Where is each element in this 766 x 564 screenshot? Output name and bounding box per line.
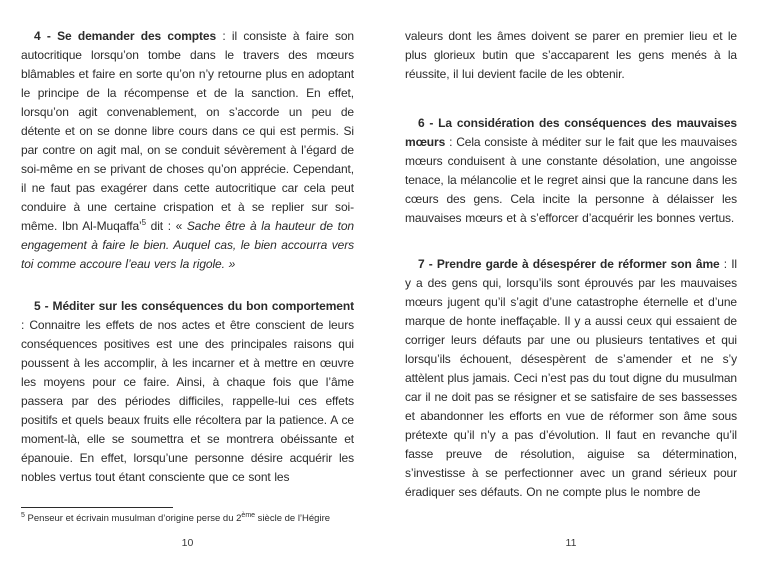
paragraph-6-body: : Cela consiste à méditer sur le fait que les mauvaises mœurs conduisent à une constante désolation, une angoisse tenace, la mélancolie et le regret ainsi que la rancune dans les cœurs des gens. Cela incite la personne à délaisser les mauvaises mœurs et à s’efforcer d’acquérir les bonnes vertus. xyxy=(405,135,737,225)
paragraph-7-body: : Il y a des gens qui, lorsqu’ils sont éprouvés par les mauvaises mœurs jugent qu’il s’agit d’une catastrophe éternelle et d’une marque de honte ineffaçable. Il y a aussi ceux qui essaient de corriger leurs défauts par une ou plusieurs tentatives et qui lorsqu’ils échouent, désespèrent de s’amender et ne s’y attèlent plus jamais. Ceci n’est pas du tout digne du musulman car il ne doit pas se résigner et se satisfaire de ses bassesses et abandonner les efforts en vue de réformer son âme sous prétexte qu’il n’y a pas d’évolution. Il faut en revanche qu’il fasse preuve de résolution, aiguise sa détermination, s’investisse à se perfectionner avec un grand sérieux pour éradiquer ses défauts. On ne compte plus le nombre de xyxy=(405,257,737,499)
paragraph-5-heading: 5 - Méditer sur les conséquences du bon comportement xyxy=(34,299,354,313)
page-right-footer xyxy=(405,525,737,550)
paragraph-4-body-after-ref: dit : « xyxy=(145,219,187,233)
page-number-right: 11 xyxy=(565,537,577,549)
paragraph-6-heading: 6 - La considération des conséquences des mauvaises mœurs xyxy=(405,116,737,149)
page-right-text xyxy=(405,27,737,502)
footnote-reference: 5 xyxy=(141,218,146,227)
page-right xyxy=(383,0,766,564)
paragraph-continuation: valeurs dont les âmes doivent se parer en premier lieu et le plus glorieux butin que s’accaparent les gens menés à la réussite, il lui devient facile de les obtenir. xyxy=(405,29,737,81)
footnote-text-part1: Penseur et écrivain musulman d’origine perse du 2 xyxy=(24,513,242,524)
paragraph-7 xyxy=(405,255,737,502)
page-number-left: 10 xyxy=(181,537,194,549)
paragraph-5-body: : Connaitre les effets de nos actes et être conscient de leurs conséquences positives est une des principales raisons qui poussent à les accomplir, à les incarner et à mettre en œuvre les moyens pour ce faire. Ainsi, à chaque fois que l’âme passera par des périodes difficiles, rappelle-lui ces effets positifs et quels beaux fruits elle récoltera par la patience. A ce moment-là, elle se soumettra et se montrera obéissante et épanouie. En effet, lorsqu’une personne désire acquérir les nobles vertus tout étant consciente que ce sont les xyxy=(21,318,354,484)
footnote-text-part2: siècle de l’Hégire xyxy=(255,513,331,524)
paragraph-4-body: : il consiste à faire son autocritique lorsqu’on tombe dans le travers des mœurs blâmables et faire en sorte qu’on n’y retourne plus en adoptant le principe de la récompense et de la sanction. En effet, lorsqu’on agit convenablement, on s’accorde un peu de détente et on se donne libre cours dans ce qui est permis. Si par contre on agit mal, on se conduit sévèrement à l’égard de soi-même en se privant de choses qu’on apprécie. Cependant, il ne faut pas exagérer dans cette autocritique car cela peut conduire à une certaine crispation et à se replier sur soi-même. Ibn Al-Muqaffa’ xyxy=(21,29,354,233)
paragraph-4-heading: 4 - Se demander des comptes xyxy=(34,29,217,43)
paragraph-7-heading: 7 - Prendre garde à désespérer de réformer son âme xyxy=(418,257,720,271)
footnote-text xyxy=(21,512,354,525)
paragraph-6 xyxy=(405,114,737,228)
page-left-footer xyxy=(21,507,354,550)
footnote xyxy=(21,507,354,525)
paragraph-4 xyxy=(21,27,354,274)
page-left-text xyxy=(21,27,354,487)
footnote-ordinal-sup: ème xyxy=(241,511,256,519)
footnote-marker: 5 xyxy=(21,511,25,519)
quote-italic: Sache être à la hauteur de ton engagement à faire le bien. Auquel cas, le bien accourra vers toi comme accoure l’eau vers la rigole. » xyxy=(21,219,354,271)
footnote-separator xyxy=(21,507,173,508)
paragraph-5 xyxy=(21,297,354,487)
